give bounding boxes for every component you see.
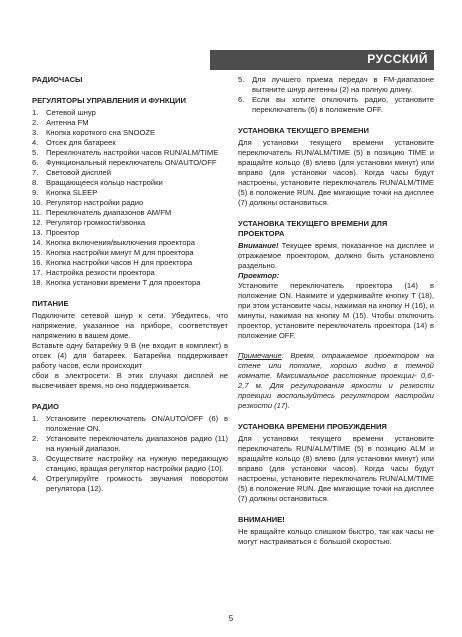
list-item-text: Переключатель настройки часов RUN/ALM/TIME (46, 148, 219, 157)
list-item (32, 188, 228, 198)
list-item-number: 5. (32, 148, 39, 157)
list-item-text: Если вы хотите отключить радио, установите переключатель (6) в положение OFF. (252, 95, 434, 114)
list-item (32, 268, 228, 278)
list-item-number: 1. (32, 414, 39, 423)
section-title-radio-clock: РАДИОЧАСЫ (32, 75, 83, 84)
list-item-text: Функциональный переключатель ON/AUTO/OFF (46, 158, 217, 167)
list-item (32, 128, 228, 138)
list-item-text: Отрегулируйте громкость звучания поворотом регулятора (12). (46, 474, 228, 493)
note-label: Примечание (238, 351, 282, 360)
projector-attention (238, 241, 434, 271)
left-column (32, 75, 228, 494)
list-item-text: Регулятор громкости/звонка (46, 218, 146, 227)
list-item (32, 178, 228, 188)
right-column (238, 75, 434, 547)
power-paragraph-1: Подключите сетевой шнур к сети. Убедитесь, что напряжение, указанное на приборе, соответствует напряжению в вашем доме. (32, 311, 228, 340)
controls-heading: РЕГУЛЯТОРЫ УПРАВЛЕНИЯ И ФУНКЦИИ (32, 96, 186, 105)
list-item-number: 4. (32, 474, 39, 483)
list-item (238, 95, 434, 115)
list-item (32, 454, 228, 474)
projector-paragraph: Установите переключатель проектора (14) в положение ON. Нажмите и удерживайте кнопку T (18), при этом установите часы, нажимая на кнопку H (16), и минуты, нажимая на кнопку M (15). Чтобы отключить проектор, установите переключатель проектора (14) в положение OFF. (238, 281, 434, 340)
list-item-text: Кнопка настройки часов H для проектора (46, 258, 193, 267)
list-item-number: 9. (32, 188, 39, 197)
radio-heading: РАДИО (32, 402, 59, 411)
list-item-number: 3. (32, 454, 39, 463)
language-header-title: РУССКИЙ (367, 52, 428, 66)
list-item (32, 118, 228, 128)
list-item-number: 4. (32, 138, 39, 147)
warning-heading: ВНИМАНИЕ! (238, 515, 285, 524)
list-item-number: 6. (32, 158, 39, 167)
list-item-number: 18. (32, 278, 43, 287)
list-item (32, 248, 228, 258)
list-item-text: Кнопка настройки минут M для проектора (46, 248, 194, 257)
list-item (32, 238, 228, 248)
warning-paragraph: Не вращайте кольцо слишком быстро, так как часы не могут настраиваться с большой скоростью. (238, 527, 434, 546)
list-item-number: 15. (32, 248, 43, 257)
list-item-number: 12. (32, 218, 43, 227)
list-item-text: Вращающееся кольцо настройки (46, 178, 163, 187)
power-paragraph-2: Вставьте одну батарейку 9 В (не входит в комплект) в отсек (4) для батареек. Батарейка поддерживает работу часов, если происходит (32, 341, 228, 370)
list-item (32, 158, 228, 168)
list-item (32, 138, 228, 148)
projector-time-heading: УСТАНОВКА ТЕКУЩЕГО ВРЕМЕНИ ДЛЯ ПРОЕКТОРА (238, 219, 388, 238)
list-item-text: Кнопка включения/выключения проектора (46, 238, 195, 247)
alarm-paragraph: Для установки текущего времени установите переключатель RUN/ALM/TIME (5) в позицию ALM и вращайте кольцо (8) влево (для установки минут) или вправо (для установки часов). Когда часы будут настроены, установите переключатель RUN/ALM/TIME (5) в положение RUN. Две мигающие точки на дисплее (7) должны остановиться. (238, 434, 434, 503)
list-item-text: Осуществите настройку на нужную передающую станцию, вращая регулятор настройки радио (10). (46, 454, 228, 473)
page-number: 5 (228, 614, 234, 623)
list-item-text: Сетевой шнур (46, 108, 96, 117)
list-item (32, 148, 228, 158)
list-item-text: Регулятор настройки радио (46, 198, 144, 207)
note-text: : Время, отражаемое проектором на стене или потолке, хорошо видно в темной комнате. Максимальное расстояние проекции- 0,6-2,7 м. Для регулирования яркости и резкости проекции воспользуйтесь регулятором настройки резкости (17). (238, 351, 434, 410)
attention-label: Внимание! (238, 241, 279, 250)
list-item-number: 16. (32, 258, 43, 267)
projector-label: Проектор: (238, 271, 280, 280)
list-item-text: Кнопка короткого сна SNOOZE (46, 128, 156, 137)
list-item-text: Установите переключатель ON/AUTO/OFF (6) в положение ON. (46, 414, 228, 433)
list-item-text: Световой дисплей (46, 168, 112, 177)
list-item-text: Отсек для батареек (46, 138, 116, 147)
list-item (32, 434, 228, 454)
list-item (32, 108, 228, 118)
list-item-number: 17. (32, 268, 43, 277)
list-item (32, 198, 228, 208)
controls-list (32, 108, 228, 288)
radio-steps-list (32, 414, 228, 494)
radio-steps-continued (238, 75, 434, 115)
projector-note (238, 351, 434, 411)
list-item (238, 75, 434, 95)
list-item-text: Кнопка SLEEP (46, 188, 98, 197)
list-item-text: Переключатель диапазонов AM/FM (46, 208, 172, 217)
list-item-number: 6. (238, 95, 245, 104)
list-item-number: 1. (32, 108, 39, 117)
list-item-text: Установите переключатель диапазонов радио (11) на нужный диапазон. (46, 434, 228, 453)
list-item-number: 11. (32, 208, 42, 217)
list-item-number: 8. (32, 178, 39, 187)
list-item-text: Проектор (46, 228, 80, 237)
list-item (32, 474, 228, 494)
list-item-text: Кнопка установки времени T для проектора (46, 278, 201, 287)
attention-text: Текущее время, показанное на дисплее и отражаемое проектором, должно быть установлено раздельно. (238, 241, 434, 270)
list-item (32, 414, 228, 434)
list-item-number: 10. (32, 198, 43, 207)
power-paragraph-3: сбои в электросети. В этих случаях дисплей не высвечивает время, но оно поддерживается. (32, 371, 228, 390)
list-item-number: 3. (32, 128, 39, 137)
list-item-number: 14. (32, 238, 43, 247)
time-setting-heading: УСТАНОВКА ТЕКУЩЕГО ВРЕМЕНИ (238, 126, 369, 135)
power-heading: ПИТАНИЕ (32, 299, 69, 308)
list-item-text: Антенна FM (46, 118, 89, 127)
list-item (32, 208, 228, 218)
list-item (32, 218, 228, 228)
list-item-number: 5. (238, 75, 245, 84)
list-item (32, 228, 228, 238)
list-item (32, 278, 228, 288)
list-item-number: 2. (32, 434, 39, 443)
list-item (32, 168, 228, 178)
list-item-number: 7. (32, 168, 39, 177)
alarm-heading: УСТАНОВКА ВРЕМЕНИ ПРОБУЖДЕНИЯ (238, 422, 387, 431)
list-item-text: Для лучшего приема передач в FM-диапазоне вытяните шнур антенны (2) на полную длину. (252, 75, 434, 94)
list-item (32, 258, 228, 268)
list-item-number: 2. (32, 118, 39, 127)
list-item-number: 13. (32, 228, 43, 237)
list-item-text: Настройка резкости проектора (46, 268, 155, 277)
time-setting-paragraph: Для установки текущего времени установите переключатель RUN/ALM/TIME (5) в позицию TIME и вращайте кольцо (8) влево (для установки минут) или вправо (для установки часов). Когда часы будут настроены, установите переключатель RUN/ALM/TIME (5) в положение RUN. Две мигающие точки на дисплее (7) должны остановиться. (238, 138, 434, 207)
